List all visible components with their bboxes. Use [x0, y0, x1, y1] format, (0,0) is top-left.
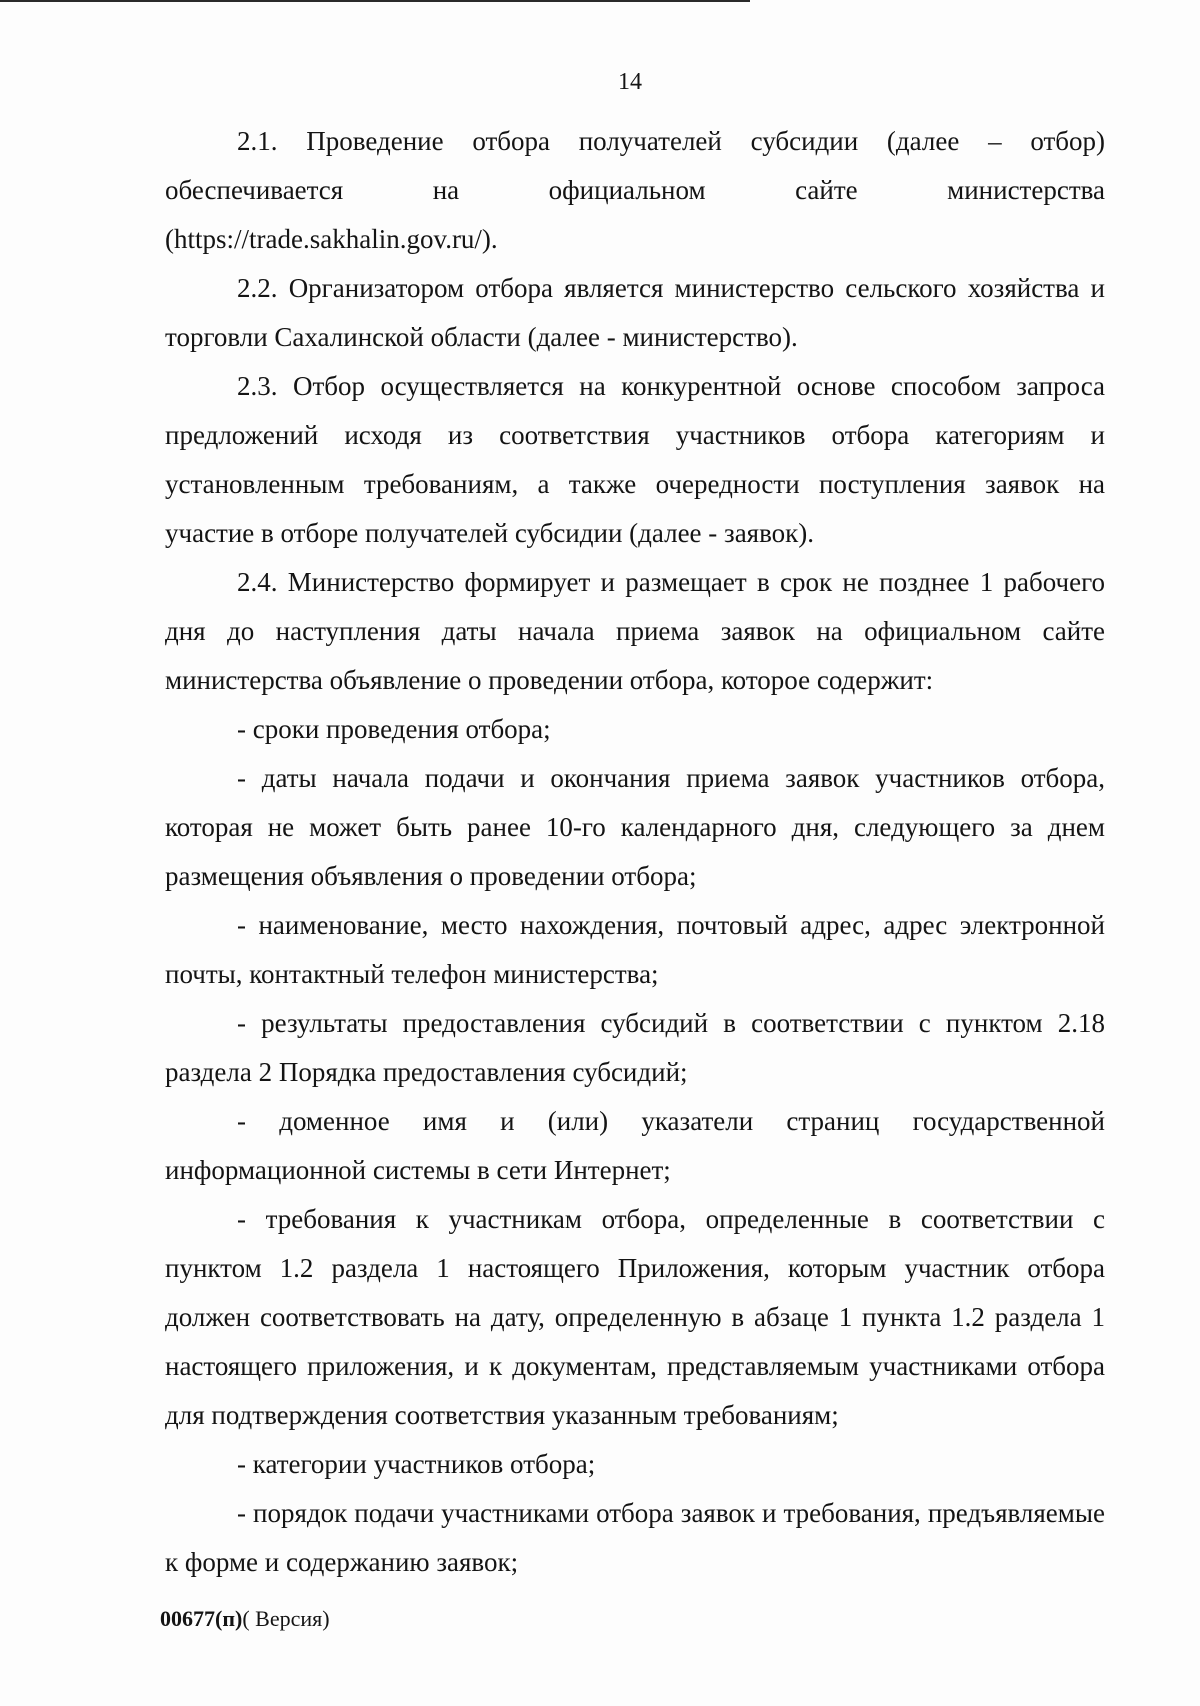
document-footer — [160, 1604, 330, 1634]
list-item-application-procedure: - порядок подачи участниками отбора заявок и требования, предъявляемые к форме и содержанию заявок; — [165, 1498, 1105, 1577]
paragraph-2-4: 2.4. Министерство формирует и размещает в срок не позднее 1 рабочего дня до наступления даты начала приема заявок на официальном сайте министерства объявление о проведении отбора, которое содержит: — [165, 567, 1105, 695]
scan-edge-line — [0, 0, 750, 2]
document-code: 00677(п) — [160, 1606, 243, 1631]
paragraph-2-3: 2.3. Отбор осуществляется на конкурентной основе способом запроса предложений исходя из соответствия участников отбора категориям и установленным требованиям, а также очередности поступления заявок на участие в отборе получателей субсидии (далее - заявок). — [165, 371, 1105, 548]
list-item-selection-terms: - сроки проведения отбора; — [237, 714, 551, 744]
document-body — [165, 117, 1105, 1587]
list-item-subsidy-results: - результаты предоставления субсидий в соответствии с пунктом 2.18 раздела 2 Порядка предоставления субсидий; — [165, 1008, 1105, 1087]
list-item-application-dates: - даты начала подачи и окончания приема заявок участников отбора, которая не может быть ранее 10-го календарного дня, следующего за днем размещения объявления о проведении отбора; — [165, 763, 1105, 891]
list-item-participant-requirements: - требования к участникам отбора, определенные в соответствии с пунктом 1.2 раздела 1 настоящего Приложения, которым участник отбора должен соответствовать на дату, определенную в абзаце 1 пункта 1.2 раздела 1 настоящего приложения, и к документам, представляемым участниками отбора для подтверждения соответствия указанным требованиям; — [165, 1204, 1105, 1430]
paragraph-2-2: 2.2. Организатором отбора является министерство сельского хозяйства и торговли Сахалинской области (далее - министерство). — [165, 273, 1105, 352]
list-item-participant-categories: - категории участников отбора; — [237, 1449, 596, 1479]
document-version: ( Версия) — [242, 1606, 330, 1631]
list-item-ministry-contacts: - наименование, место нахождения, почтовый адрес, адрес электронной почты, контактный телефон министерства; — [165, 910, 1105, 989]
page-number: 14 — [618, 69, 642, 95]
list-item-domain-name: - доменное имя и (или) указатели страниц государственной информационной системы в сети Интернет; — [165, 1106, 1105, 1185]
paragraph-2-1: 2.1. Проведение отбора получателей субсидии (далее – отбор) обеспечивается на официальном сайте министерства (https://trade.sakhalin.gov.ru/). — [165, 126, 1105, 254]
